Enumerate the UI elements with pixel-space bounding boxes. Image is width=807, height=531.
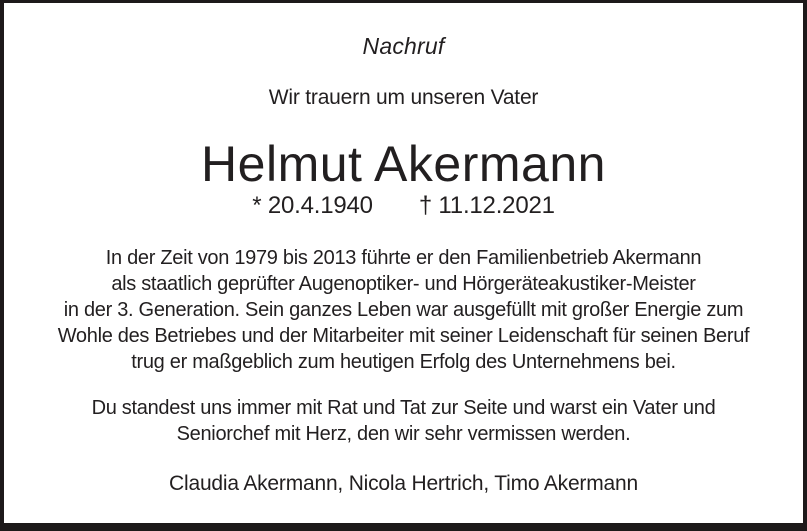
tribute-line-1: In der Zeit von 1979 bis 2013 führte er den Familienbetrieb Akermann xyxy=(105,247,702,269)
birth-date: * 20.4.1940 xyxy=(252,192,373,219)
notice-type-label: Nachruf xyxy=(362,33,445,59)
tribute-line-4: Wohle des Betriebes und der Mitarbeiter mit seiner Leidenschaft für seinen Beruf xyxy=(57,325,750,347)
mourners-line: Claudia Akermann, Nicola Hertrich, Timo Akermann xyxy=(169,472,638,495)
tribute-line-2: als staatlich geprüfter Augenoptiker- und Hörgeräteakustiker-Meister xyxy=(111,273,696,295)
death-date: † 11.12.2021 xyxy=(418,192,555,219)
farewell-paragraph xyxy=(4,395,803,447)
life-dates xyxy=(4,193,803,218)
farewell-line-1: Du standest uns immer mit Rat und Tat zur Seite und warst ein Vater und xyxy=(91,397,716,419)
tribute-line-3: in der 3. Generation. Sein ganzes Leben war ausgefüllt mit großer Energie zum xyxy=(63,299,744,321)
tribute-line-5: trug er maßgeblich zum heutigen Erfolg des Unternehmens bei. xyxy=(131,351,676,373)
intro-line: Wir trauern um unseren Vater xyxy=(268,86,539,109)
tribute-paragraph xyxy=(4,245,803,375)
deceased-name: Helmut Akermann xyxy=(201,136,606,192)
farewell-line-2: Seniorchef mit Herz, den wir sehr vermissen werden. xyxy=(176,423,631,445)
